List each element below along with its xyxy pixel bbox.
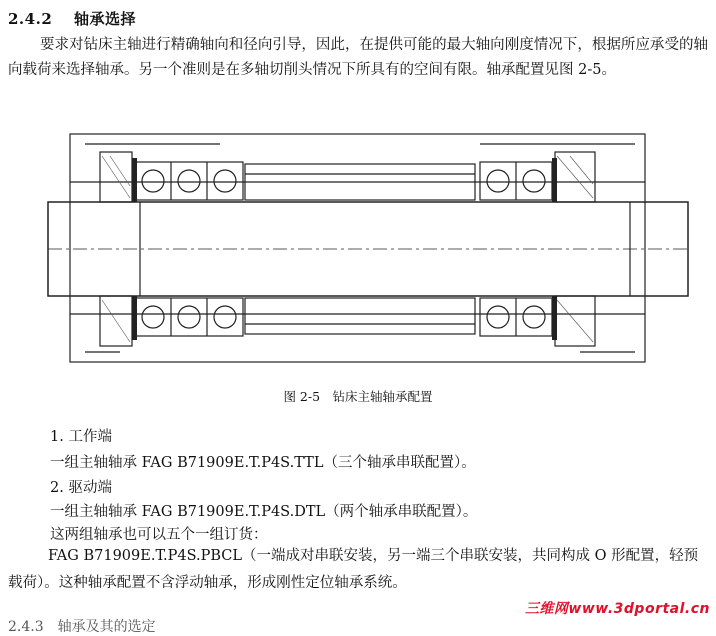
section-number: 2.4.2 — [8, 10, 53, 28]
combined-config-paragraph: FAG B71909E.T.P4S.PBCL（一端成对串联安装，另一端三个串联安装，共同构成 O 形配置，轻预载荷）。这种轴承配置不含浮动轴承，形成刚性定位轴承系统。 — [8, 548, 699, 591]
upper-left-bearings — [135, 162, 243, 200]
drive-end-title: 2. 驱动端 — [50, 480, 112, 496]
lower-spacer — [245, 298, 475, 334]
drive-end-text: 一组主轴轴承 FAG B71909E.T.P4S.DTL（两个轴承串联配置）。 — [50, 504, 478, 520]
order-note: 这两组轴承也可以五个一组订货： — [50, 527, 268, 543]
figure-caption: 图 2-5 钻床主轴轴承配置 — [283, 389, 433, 404]
intro-paragraph: 要求对钻床主轴进行精确轴向和径向引导，因此，在提供可能的最大轴向刚度情况下，根据所应承受的轴向载荷来选择轴承。另一个准则是在多轴切削头情况下所具有的空间有限。轴承配置见图 2-5。 — [8, 37, 708, 78]
upper-right-bearings — [480, 162, 552, 200]
lower-right-bearings — [480, 298, 552, 336]
lower-left-bearings — [135, 298, 243, 336]
watermark: 三维网www.3dportal.cn — [524, 601, 710, 617]
spindle-bearing-drawing — [40, 122, 690, 372]
section-heading — [8, 8, 136, 29]
next-heading-fragment: 2.4.3 轴承及其的选定 — [8, 619, 156, 635]
section-title: 轴承选择 — [74, 10, 137, 28]
work-end-text: 一组主轴轴承 FAG B71909E.T.P4S.TTL（三个轴承串联配置）。 — [50, 455, 476, 471]
work-end-title: 1. 工作端 — [50, 429, 112, 445]
